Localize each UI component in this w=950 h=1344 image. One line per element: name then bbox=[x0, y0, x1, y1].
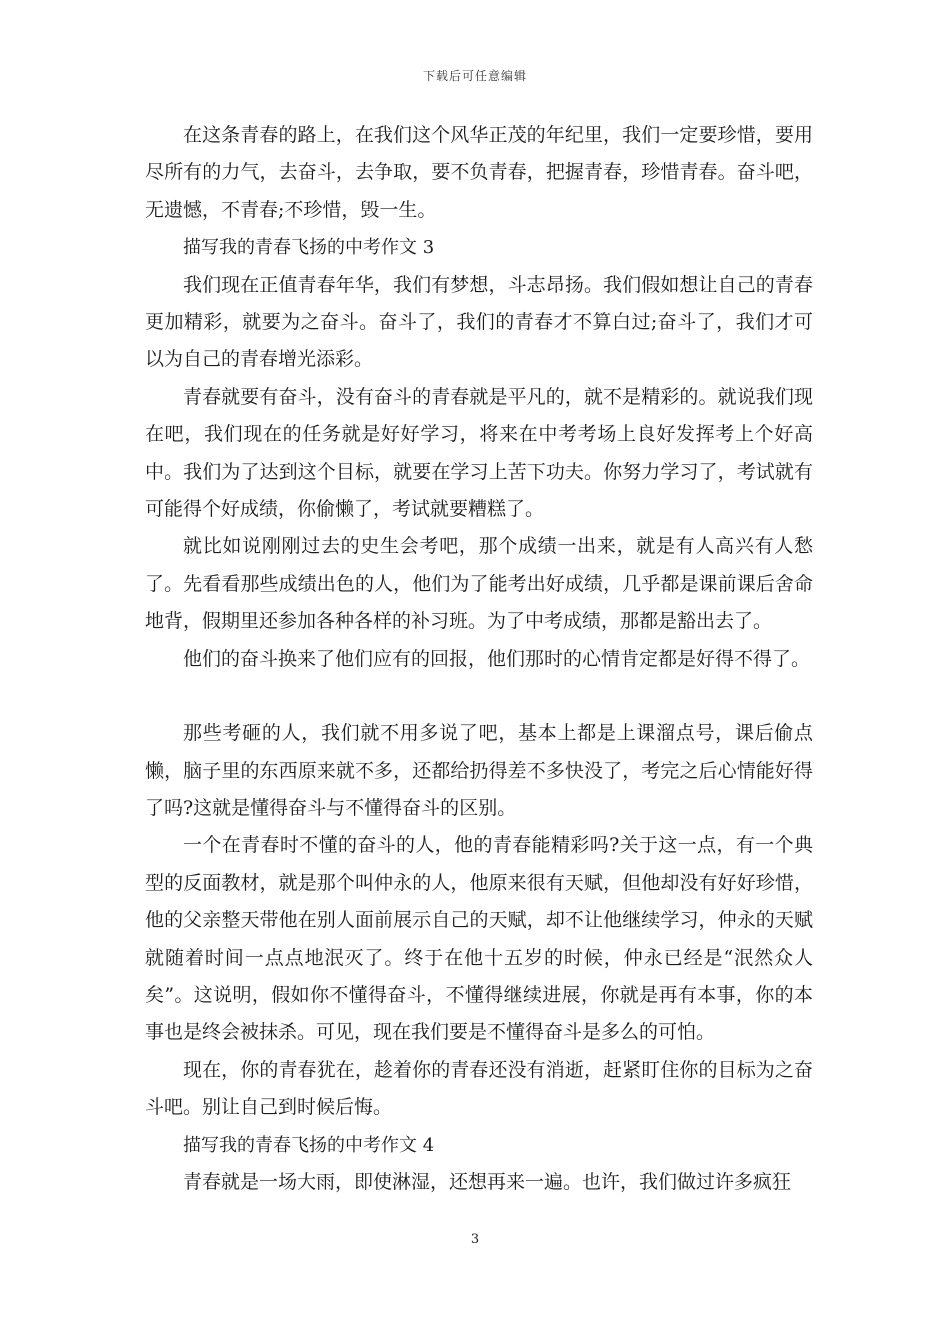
paragraph: 青春就要有奋斗，没有奋斗的青春就是平凡的，就不是精彩的。就说我们现在吧，我们现在的任务就是好好学习，将来在中考考场上良好发挥考上个好高中。我们为了达到这个目标，就要在学习上苦下功夫。你努力学习了，考试就有可能得个好成绩，你偷懒了，考试就要糟糕了。 bbox=[145, 385, 813, 521]
paragraph: 他们的奋斗换来了他们应有的回报，他们那时的心情肯定都是好得不得了。 bbox=[183, 647, 811, 670]
blank-line bbox=[145, 678, 813, 715]
paragraph: 我们现在正值青春年华，我们有梦想，斗志昂扬。我们假如想让自己的青春更加精彩，就要为之奋斗。奋斗了，我们的青春才不算白过;奋斗了，我们才可以为自己的青春增光添彩。 bbox=[145, 273, 813, 371]
section-heading: 描写我的青春飞扬的中考作文 3 bbox=[183, 237, 435, 259]
paragraph: 在这条青春的路上，在我们这个风华正茂的年纪里，我们一定要珍惜，要用尽所有的力气，去奋斗，去争取，要不负青春，把握青春，珍惜青春。奋斗吧，无遗憾，不青春;不珍惜，毁一生。 bbox=[145, 124, 813, 221]
page-number: 3 bbox=[470, 1232, 480, 1247]
paragraph: 一个在青春时不懂的奋斗的人，他的青春能精彩吗?关于这一点，有一个典型的反面教材，就是那个叫仲永的人，他原来很有天赋，但他却没有好好珍惜，他的父亲整天带他在别人面前展示自己的天赋，却不让他继续学习，仲永的天赋就随着时间一点点地泯灭了。终于在他十五岁的时候，仲永已经是“泯然众人矣”。这说明，假如你不懂得奋斗，不懂得继续进展，你就是再有本事，你的本事也是终会被抹杀。可见，现在我们要是不懂得奋斗是多么的可怕。 bbox=[145, 834, 813, 1044]
paragraph: 青春就是一场大雨，即使淋湿，还想再来一遍。也许，我们做过许多疯狂 bbox=[183, 1170, 792, 1193]
page-header: 下载后可任意编辑 bbox=[422, 69, 527, 83]
paragraph: 那些考砸的人，我们就不用多说了吧，基本上都是上课溜点号，课后偷点懒，脑子里的东西原来就不多，还都给扔得差不多快没了，考完之后心情能好得了吗?这就是懂得奋斗与不懂得奋斗的区别。 bbox=[145, 722, 813, 819]
document-body bbox=[145, 117, 813, 1201]
section-heading: 描写我的青春飞扬的中考作文 4 bbox=[183, 1134, 435, 1156]
paragraph: 现在，你的青春犹在，趁着你的青春还没有消逝，赶紧盯住你的目标为之奋斗吧。别让自己到时候后悔。 bbox=[145, 1058, 813, 1119]
paragraph: 就比如说刚刚过去的史生会考吧，那个成绩一出来，就是有人高兴有人愁了。先看看那些成绩出色的人，他们为了能考出好成绩，几乎都是课前课后舍命地背，假期里还参加各种各样的补习班。为了中考成绩，那都是豁出去了。 bbox=[145, 535, 813, 633]
